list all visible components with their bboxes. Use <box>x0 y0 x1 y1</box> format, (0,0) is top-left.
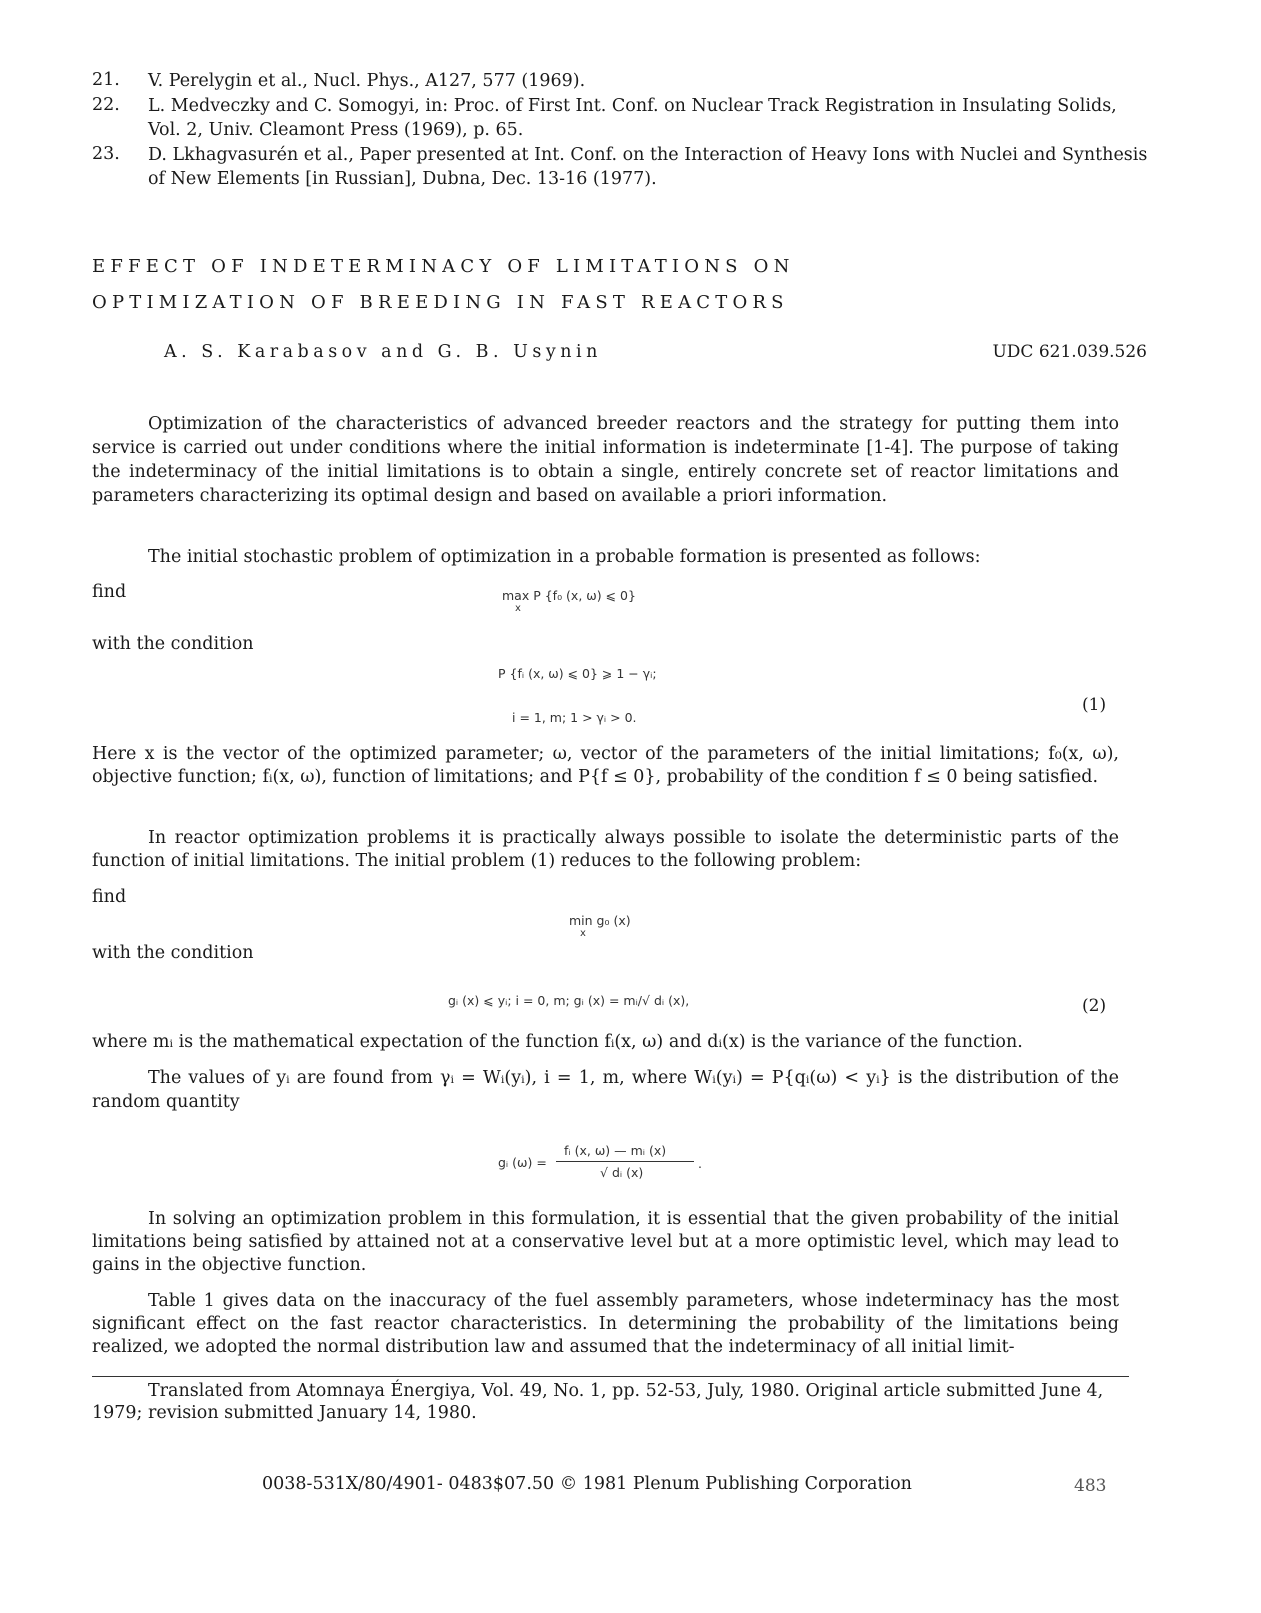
paragraph-problem-statement: The initial stochastic problem of optimization in a probable formation is presented as follows: <box>148 547 981 567</box>
equation-2: gᵢ (x) ⩽ yᵢ; i = 0, m; gᵢ (x) = mᵢ/√ dᵢ (x), <box>448 993 690 1008</box>
reference-text: D. Lkhagvasurén et al., Paper presented at Int. Conf. on the Interaction of Heavy Ions with Nuclei and Synthesis of New Elements [in Russian], Dubna, Dec. 13-16 (1977). <box>148 145 1148 189</box>
copyright-line: 0038-531X/80/4901- 0483$07.50 © 1981 Plenum Publishing Corporation <box>262 1474 912 1494</box>
paragraph-table-reference: Table 1 gives data on the inaccuracy of the fuel assembly parameters, whose indeterminacy has the most significant effect on the fast reactor characteristics. In determining the probability of the limitations being realized, we adopted the normal distribution law and assumed that the indeterminacy of all initial limit- <box>92 1291 1119 1357</box>
equation-max: max P {f₀ (x, ω) ⩽ 0} <box>502 588 636 603</box>
udc-code: UDC 621.039.526 <box>992 342 1147 362</box>
article-authors: A. S. Karabasov and G. B. Usynin <box>164 342 602 362</box>
equation-min-subscript: x <box>580 928 586 939</box>
with-condition-label: with the condition <box>92 943 254 963</box>
paragraph-intro: Optimization of the characteristics of advanced breeder reactors and the strategy for putting them into service is carried out under conditions where the initial information is indeterminate [1-4]. The purpose of taking the indeterminacy of the initial limitations is to obtain a single, entirely concrete set of reactor limitations and parameters characterizing its optimal design and based on available a priori information. <box>92 414 1119 506</box>
article-title-line-2: OPTIMIZATION OF BREEDING IN FAST REACTORS <box>92 292 789 313</box>
equation-3-numerator: fᵢ (x, ω) — mᵢ (x) <box>564 1143 667 1158</box>
page-number: 483 <box>1074 1476 1107 1496</box>
article-title-line-1: EFFECT OF INDETERMINACY OF LIMITATIONS ON <box>92 256 795 277</box>
equation-3-lhs: gᵢ (ω) = <box>498 1155 547 1170</box>
reference-text: L. Medveczky and C. Somogyi, in: Proc. of First Int. Conf. on Nuclear Track Registration in Insulating Solids, Vol. 2, Univ. Cleamont Press (1969), p. 65. <box>148 96 1117 140</box>
paragraph-expectation: where mᵢ is the mathematical expectation of the function fᵢ(x, ω) and dᵢ(x) is the variance of the function. <box>92 1032 1023 1052</box>
find-label: find <box>92 887 127 907</box>
reference-number: 23. <box>92 144 120 164</box>
paragraph-definitions: Here x is the vector of the optimized parameter; ω, vector of the parameters of the initial limitations; f₀(x, ω), objective function; fᵢ(x, ω), function of limitations; and P{f ≤ 0}, probability of the condition f ≤ 0 being satisfied. <box>92 744 1119 787</box>
equation-3-denominator: √ dᵢ (x) <box>600 1165 644 1180</box>
footnote-divider <box>92 1376 1129 1377</box>
with-condition-label: with the condition <box>92 634 254 654</box>
equation-1-line-1: P {fᵢ (x, ω) ⩽ 0} ⩾ 1 − γᵢ; <box>498 666 657 681</box>
equation-1-line-2: i = 1, m; 1 > γᵢ > 0. <box>512 710 637 725</box>
equation-2-number: (2) <box>1082 996 1107 1016</box>
equation-max-subscript: x <box>515 603 521 614</box>
find-label: find <box>92 582 127 602</box>
fraction-bar <box>556 1161 694 1162</box>
equation-3-period: . <box>698 1156 702 1171</box>
paragraph-reduction: In reactor optimization problems it is practically always possible to isolate the deterministic parts of the function of initial limitations. The initial problem (1) reduces to the following problem: <box>92 828 1119 871</box>
equation-min: min g₀ (x) <box>569 913 631 928</box>
reference-text: V. Perelygin et al., Nucl. Phys., A127, 577 (1969). <box>148 71 586 91</box>
reference-number: 22. <box>92 95 120 115</box>
paragraph-distribution: The values of yᵢ are found from γᵢ = Wᵢ(yᵢ), i = 1, m, where Wᵢ(yᵢ) = P{qᵢ(ω) < yᵢ} is the distribution of the random quantity <box>92 1068 1119 1112</box>
equation-1-number: (1) <box>1082 695 1107 715</box>
translation-note: Translated from Atomnaya Énergiya, Vol. 49, No. 1, pp. 52-53, July, 1980. Original article submitted June 4, 1979; revision submitted January 14, 1980. <box>92 1381 1104 1423</box>
reference-number: 21. <box>92 70 120 90</box>
paragraph-formulation: In solving an optimization problem in this formulation, it is essential that the given probability of the initial limitations being satisfied by attained not at a conservative level but at a more optimistic level, which may lead to gains in the objective function. <box>92 1209 1119 1275</box>
